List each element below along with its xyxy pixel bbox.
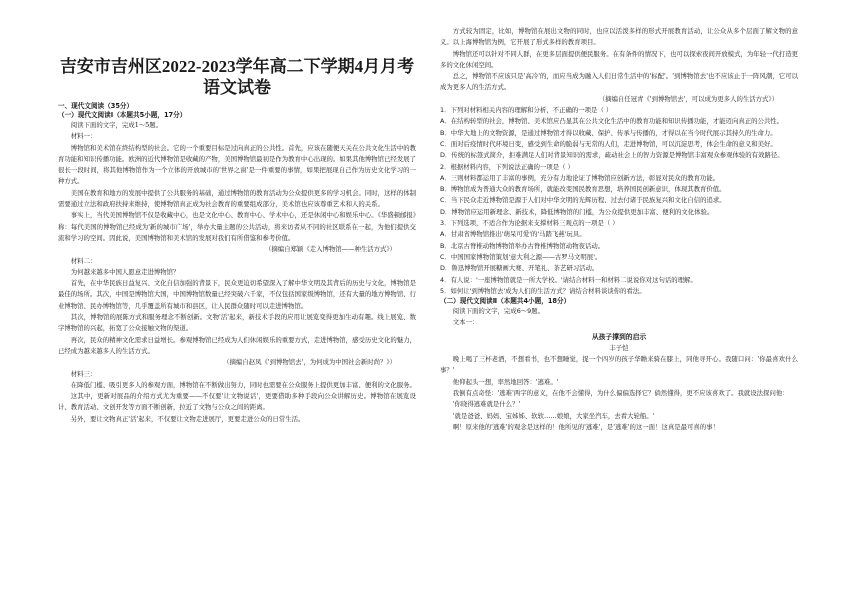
paragraph: 在降低门槛、吸引更多人的参观方面，博物馆在不断做出努力，同时也需要在公众服务上提供更加丰富、便利的文化服务。	[70, 380, 416, 389]
paragraph: 博物馆和美术馆在終结构型的社会。它的一个重要目标是过向真正的公共性。首先，应该在随便天关在公共文化生活中的教育功能和知识传播功能。欧洲的近代博物馆是收藏的产物，美国博物馆最初是作为教育中心出现的。如果其他博物馆已经发展了很长一段时间，将其他博物馆作为一个立体的开放城市的'世界之窗'是一件重要的事情，如果把展现自己作为历史文化学习的一种方式。	[58, 143, 416, 186]
paragraph: 美国在教育和地方的发展中提供了公共服务的基础，通过博物馆的教育活动为公众提供更多的学习机会。同时，这样的体制需要通过立法和政府扶持来维持，使博物馆真正成为社会教育的重要组成部分，美术馆也应该尊重艺术和人的关系。	[58, 188, 416, 209]
question-5: 5．如何让'到博物馆去'成为人们的生活方式？请结合材料谈谈你的看法。	[440, 286, 646, 295]
instruction: 阅读下面的文字，完成1～5题。	[70, 121, 163, 129]
option-3a: A．甘肃省博物馆推出'萌呆可爱'的'马踏飞燕'玩具。	[440, 230, 586, 239]
question-1: 1．下列对材料相关内容的理解和分析，不正确的一项是（ ）	[440, 106, 613, 115]
exam-title: 吉安市吉州区2022-2023学年高二下学期4月月考	[59, 57, 415, 76]
option-1a: A．在结构转型的社会，博物馆、美术馆应凸显其在公共文化生活中的教育功能和知识传播功能，才能迈向真正的公共性。	[440, 117, 784, 126]
material-label: 材料一：	[70, 132, 97, 141]
question-2: 2．根据材料内容，下列说法正确的一项是（ ）	[440, 162, 574, 171]
subsection-heading: （二）现代文阅读Ⅱ（本题共4小题，18分）	[440, 297, 571, 306]
option-3b: B．北京古脊椎动物博物馆举办古脊椎博物馆动物夜话动。	[440, 241, 605, 250]
material-label: 材料三：	[70, 369, 97, 378]
paragraph: 首先，在中华民族日益复兴、文化自信加强的背景下，民众更迫切希望深入了解中华文明及其背后的历史与文化，博物馆是最佳的场所。其次，中国是博物馆大国，中国博物馆数量已经突破六千家，不仅包括国家级博物馆，还有大量的地方博物馆、行业博物馆、民办博物馆等，几乎覆盖所有城市和县区，让人民群众随时可以走进博物馆。	[58, 279, 416, 310]
paragraph: 这其中，更新对展品的介绍方式尤为重要——不仅要'让文物说话'，更要借助多种手段向公众讲解历史。博物馆在展览设计、教育活动、文创开发等方面不断创新，拉近了文物与公众之间的距离。	[58, 392, 416, 412]
paragraph: 他仰起头一想，率然地回答：'逃难。'	[452, 377, 559, 386]
paragraph: '你晓得逃难就是什么？'	[452, 400, 521, 409]
paragraph: 方式较为固定，比如，博物馆在展出文物的同时，也应以活泼多样的形式开展教育活动，让公众从多个层面了解文物的意义。以上海博物馆为例，它开展了形式多样的教育项目。	[440, 27, 798, 47]
source-citation: （摘编自郑颖《走入博物馆——种生活方式》）	[264, 245, 396, 254]
option-1b: B．中华大地上的文物资源，是通过博物馆才得以收藏、保护、传承与传播的，才得以在当今时代展示其持久的生命力。	[440, 128, 777, 137]
option-3c: C．中国国家博物馆策划'意大利之源——古罗马文明展'。	[440, 252, 602, 261]
paragraph: 晚上喝了三杯老酒，不想看书，也不想睡觉，捉一个四岁的孩子华瞻来骑在膝上，同他寻开心。我随口问：'你最喜欢什么事？'	[440, 355, 798, 375]
left-column	[58, 0, 416, 608]
question-3: 3．下列选项，不适合作为论据来支撑材料三观点的一项是（ ）	[440, 219, 619, 228]
story-author: 丰子恺	[609, 343, 629, 352]
option-2b: B．博物馆成为普通大众的教育场所，就能改变国民教育思想，培养国民创新意识，体现其教育价值。	[440, 185, 726, 194]
exam-subtitle: 语文试卷	[203, 78, 271, 97]
paragraph: 我倒有点奇怪：'逃难'两字的意义，在他不会懂得，为什么偏偏选择它？倘然懂得，更不应该喜欢了。我就设法探问他：	[452, 388, 789, 397]
subsection-heading: （一）现代文阅读Ⅰ（本题共5小题，17分）	[58, 111, 187, 119]
paragraph: 另外，要让文物真正'活'起来，不仅要让文物走进展厅，更要走进公众的日常生活。	[70, 414, 305, 423]
option-2d: D．博物馆应运用新理念、新技术，降低博物馆的门槛，为公众提供更加丰富、便利的文化体验。	[440, 207, 714, 216]
source-citation: （摘编自赵凤《'到博物馆去'，为何成为中国社会新时尚？》）	[223, 358, 396, 367]
paragraph: 再次，民众的精神文化需求日益增长。参观博物馆已经成为人们休闲娱乐的重要方式，走进博物馆，感受历史文化的魅力，已经成为越来越多人的生活方式。	[58, 335, 416, 355]
text-label: 文本一：	[452, 318, 479, 327]
option-1d: D．传统的标签式简介，拒难满足人们对背景知识的需求，疏动社会上的智力资源是博物馆丰富观众参观体验的有效路径。	[440, 151, 784, 160]
paragraph: '就是爸爸、妈妈、宝姊姊、软软……娘娘，大家坐汽车，去看大轮船。'	[452, 411, 655, 420]
option-1c: C．面对后疫情时代环境日变，感受到生命的脆弱与无常的人们，走进博物馆，可以沉淀思考，体会生命的意义和美好。	[440, 139, 777, 148]
instruction: 阅读下面的文字，完成6～9题。	[452, 307, 545, 316]
question-4: 4．有人说：'一座博物馆就是一所大学校。'请结合材料一和材料二说说你对这句话的理解。	[440, 275, 697, 284]
material-label: 材料二：	[70, 256, 97, 265]
option-2c: C．当下民众走近博物馆是源于人们对中华文明的光辉历程、过去付诸于民族复兴和文化自信的追求。	[440, 196, 726, 205]
option-3d: D．鲁迅博物馆开展糖画大赛、开笔礼、茶艺研习活动。	[440, 264, 599, 273]
paragraph: 总之，博物馆不应该只是'高冷'的，而应当成为融入人们日常生活中的'标配'。'到博物馆去'也不应该止于一阵风潮，它可以成为更多人的生活方式。	[440, 72, 798, 92]
paragraph: 啊！原来他的'逃难'的观念是这样的！他所见的'逃难'，是'逃难'的这一面！这真是最可喜的事！	[452, 422, 719, 431]
source-citation: （摘编自任冠青《'到博物馆去'，可以成为更多人的生活方式》）	[598, 94, 778, 103]
paragraph: 其次，博物馆的展陈方式和服务理念不断创新。文物'活'起来，新技术手段的应用让展览变得更加生动有趣。线上展览、数字博物馆的兴起，拓宽了公众接触文物的渠道。	[58, 313, 416, 333]
paragraph: 事实上，当代美国博物馆不仅是收藏中心，也是文化中心、教育中心、学术中心，还是休闲中心和娱乐中心。《华盛顿邮报》称：每代美国的博物馆已经成为'新的城市广场'，举办大量主题的公共活动，将来访者从不同的社区联系在一起，为他们提供交流和学习的空间。因此说，美国博物馆和美术馆的发展对我们有所借鉴和参考价值。	[58, 211, 416, 242]
option-2a: A．三则材料都运用了丰富的事例，充分有力地论证了博物馆应创新方法，彰显对民众的教育功能。	[440, 173, 720, 182]
section-heading: 一、现代文阅读（35分）	[58, 102, 134, 110]
paragraph: 博物馆还可以针对不同人群，在更多层面提供便民服务。在有条件的情况下，也可以探索夜间开放模式，为年轻一代打造更多的文化休闲空间。	[440, 49, 798, 69]
paragraph: 为何越来越多中国人愿意走进博物馆？	[70, 267, 180, 276]
story-title: 从孩子撑到的启示	[591, 332, 647, 341]
right-column	[440, 0, 798, 608]
